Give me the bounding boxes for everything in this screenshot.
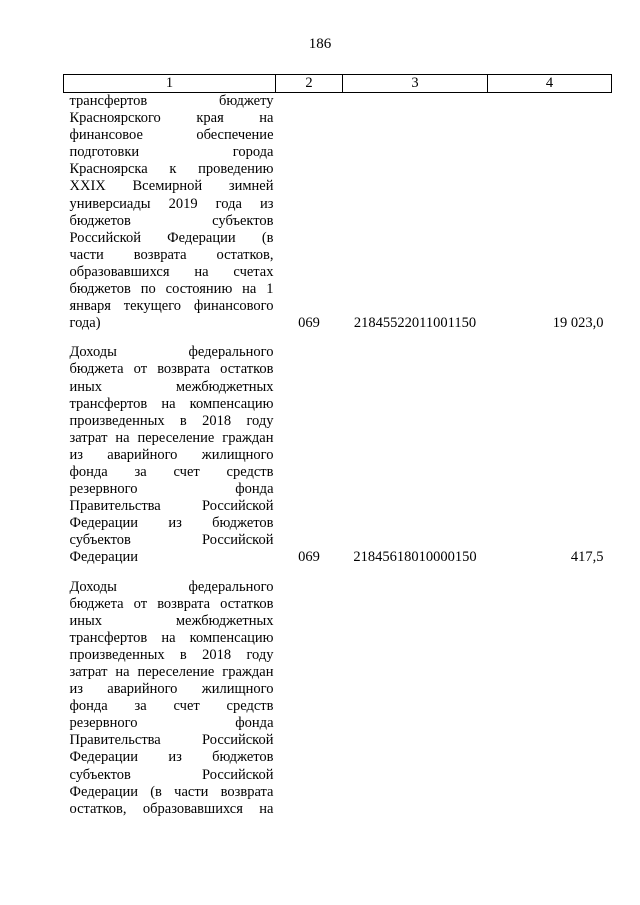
- row-spacer: [64, 332, 612, 344]
- description-line: Красноярского края на: [69, 110, 274, 127]
- column-header-3: 3: [343, 75, 488, 93]
- description-line: иных межбюджетных: [69, 612, 274, 629]
- description-line: Правительства Российской: [69, 732, 274, 749]
- row-description: [64, 344, 276, 566]
- description-line: трансфертов бюджету: [69, 93, 274, 109]
- description-line: универсиады 2019 года из: [69, 195, 274, 212]
- description-line: резервного фонда: [69, 481, 274, 498]
- description-line: Федерации из бюджетов: [69, 515, 274, 532]
- table-row: [64, 344, 612, 566]
- page-number: 186: [308, 36, 332, 52]
- description-line: Доходы федерального: [69, 578, 274, 595]
- description-line: субъектов Российской: [69, 766, 274, 783]
- table-header: [64, 75, 612, 93]
- description-line: остатков, образовавшихся на: [69, 800, 274, 817]
- row-amount: [488, 579, 612, 818]
- row-budget-code: 21845522011001150: [353, 315, 477, 332]
- description-line: образовавшихся на счетах: [69, 263, 274, 280]
- description-line: субъектов Российской: [69, 532, 274, 549]
- description-line: затрат на переселение граждан: [69, 664, 274, 680]
- description-line: января текущего финансового: [69, 298, 274, 315]
- row-amount: 417,5: [570, 549, 604, 566]
- description-line: Красноярска к проведению: [69, 161, 274, 178]
- budget-table: [63, 74, 612, 818]
- description-line: бюджетов по состоянию на 1: [69, 281, 274, 298]
- table-body: [64, 93, 612, 818]
- row-admin-code: 069: [298, 549, 320, 566]
- column-header-1: 1: [64, 75, 276, 93]
- description-line: затрат на переселение граждан: [69, 429, 274, 446]
- description-line: подготовки города: [69, 144, 274, 161]
- row-budget-code: [343, 579, 488, 818]
- table-row: [64, 579, 612, 818]
- description-line: бюджета от возврата остатков: [69, 595, 274, 612]
- description-line: резервного фонда: [69, 715, 274, 732]
- table-row: [64, 93, 612, 333]
- description-line: Правительства Российской: [69, 498, 274, 515]
- description-line: трансфертов на компенсацию: [69, 629, 274, 646]
- column-header-2: 2: [276, 75, 343, 93]
- description-line: трансфертов на компенсацию: [69, 395, 274, 412]
- description-line: бюджета от возврата остатков: [69, 361, 274, 378]
- description-line: произведенных в 2018 году: [69, 412, 274, 429]
- header-row: [64, 75, 612, 93]
- description-line: года): [69, 315, 101, 332]
- description-line: из аварийного жилищного: [69, 681, 274, 698]
- description-line: бюджетов субъектов: [69, 212, 274, 229]
- description-line: XXIX Всемирной зимней: [69, 178, 274, 195]
- row-spacer: [64, 567, 612, 579]
- description-line: фонда за счет средств: [69, 698, 274, 715]
- row-description: [64, 579, 276, 818]
- row-admin-code: 069: [298, 315, 320, 332]
- description-line: фонда за счет средств: [69, 463, 274, 480]
- description-line: произведенных в 2018 году: [69, 646, 274, 663]
- row-admin-code: [276, 579, 343, 818]
- row-amount: 19 023,0: [552, 315, 604, 332]
- row-description: [64, 93, 276, 333]
- description-line: части возврата остатков,: [69, 246, 274, 263]
- description-line: Федерации из бюджетов: [69, 749, 274, 766]
- description-line: Федерации (в части возврата: [69, 783, 274, 800]
- description-line: финансовое обеспечение: [69, 127, 274, 144]
- description-line: иных межбюджетных: [69, 378, 274, 395]
- description-line: Доходы федерального: [69, 344, 274, 361]
- row-budget-code: 21845618010000150: [353, 549, 477, 566]
- description-line: Российской Федерации (в: [69, 229, 274, 246]
- description-line: Федерации: [69, 549, 138, 566]
- column-header-4: 4: [488, 75, 612, 93]
- description-line: из аварийного жилищного: [69, 446, 274, 463]
